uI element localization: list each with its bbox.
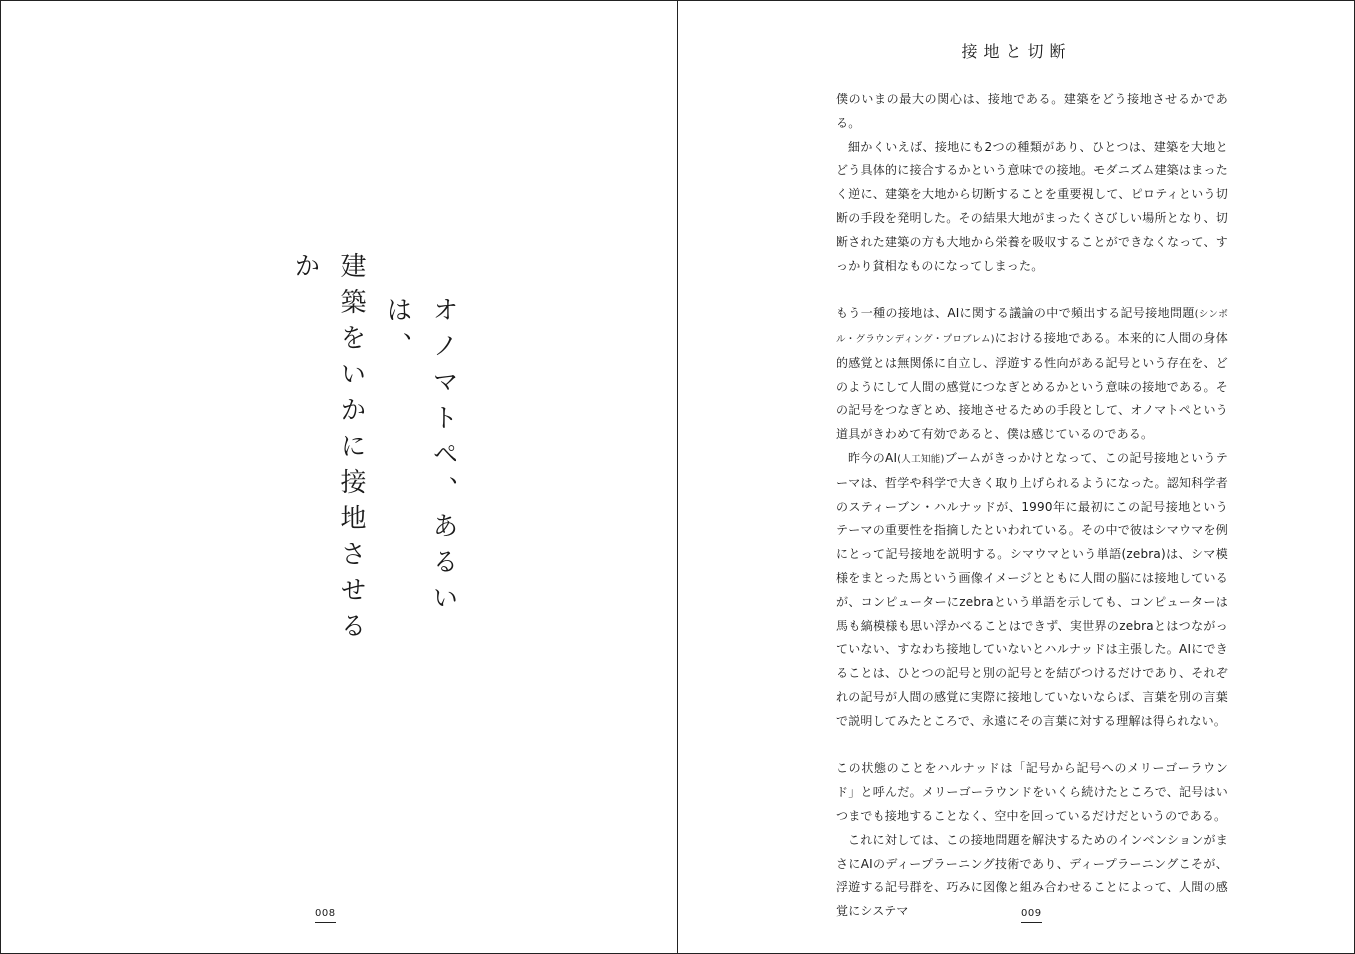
paragraph-4-text-b: ブームがきっかけとなって、この記号接地というテーマは、哲学や科学で大きく取り上げられるようになった。認知科学者のスティーブン・ハルナッドが、1990年に最初にこの記号接地というテーマの重要性を指摘したといわれている。その中で彼はシマウマを例にとって記号接地を説明する。シマウマという単語(zebra)は、シマ模様をまとった馬という画像イメージとともに人間の脳には接地しているが、コンピューターにzebraという単語を示しても、コンピューターは馬も縞模様も思い浮かべることはできず、実世界のzebraとはつながっていない、すなわち接地していないとハルナッドは主張した。AIにできることは、ひとつの記号と別の記号とを結びつけるだけであり、それぞれの記号が人間の感覚に実際に接地していないならば、言葉を別の言葉で説明してみたところで、永遠にその言葉に対する理解は得られない。: [836, 450, 1228, 728]
vertical-title: [282, 252, 466, 672]
paragraph-1-text: 僕のいまの最大の関心は、接地である。建築をどう接地させるかである。: [836, 92, 1228, 130]
paragraph-3-gloss: (シンボル・グラウンディング・プロブレム): [836, 309, 1228, 345]
paragraph-3-text-a: もう一種の接地は、AIに関する議論の中で頻出する記号接地問題: [836, 306, 1195, 321]
paragraph-4: [836, 447, 1228, 734]
paragraph-2-text: 細かくいえば、接地にも2つの種類があり、ひとつは、建築を大地とどう具体的に接合するかという意味での接地。モダニズム建築はまったく逆に、建築を大地から切断することを重要視して、ピロティという切断の手段を発明した。その結果大地がまったくさびしい場所となり、切断された建築の方も大地から栄養を吸収することができなくなって、すっかり貧相なものになってしまった。: [836, 139, 1228, 273]
running-head: 接地と切断: [961, 42, 1072, 61]
paragraph-4-gloss: (人工知能): [897, 453, 945, 465]
right-page: [678, 0, 1355, 954]
body-text: [836, 88, 1228, 924]
title-line-1: オノマトペ、あるいは、: [382, 296, 458, 620]
title-line-2: 建築をいかに接地させるか: [290, 252, 366, 648]
paragraph-1: [836, 88, 1228, 136]
paragraph-3-text-b: における接地である。本来的に人間の身体的感覚とは無関係に自立し、浮遊する性向がある記号という存在を、どのようにして人間の感覚につなぎとめるかという意味の接地である。その記号をつなぎとめ、接地させるための手段として、オノマトペという道具がきわめて有効であると、僕は感じているのである。: [836, 330, 1228, 442]
paragraph-5: [836, 757, 1228, 828]
left-page: [0, 0, 677, 954]
paragraph-6-text: これに対しては、この接地問題を解決するためのインベンションがまさにAIのディープラーニング技術であり、ディープラーニングこそが、浮遊する記号群を、巧みに図像と組み合わせることによって、人間の感覚にシステマ: [836, 832, 1228, 919]
paragraph-3: [836, 302, 1228, 447]
paragraph-2: [836, 136, 1228, 279]
page-number-right: 009: [1021, 908, 1042, 923]
paragraph-4-text-a: 昨今のAI: [848, 450, 898, 465]
paragraph-5-text: この状態のことをハルナッドは「記号から記号へのメリーゴーラウンド」と呼んだ。メリーゴーラウンドをいくら続けたところで、記号はいつまでも接地することなく、空中を回っているだけだというのである。: [836, 761, 1228, 823]
page-number-left: 008: [315, 908, 336, 923]
